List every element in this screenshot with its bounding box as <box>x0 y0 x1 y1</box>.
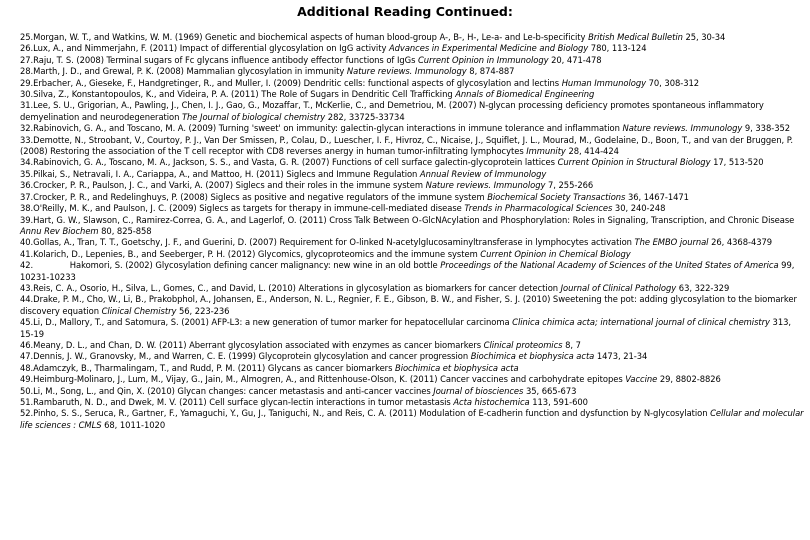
reference-source: Clinical proteomics <box>483 339 563 350</box>
reference-volume-pages: 28, 414-424 <box>565 146 619 157</box>
reference-volume-pages: 70, 308-312 <box>646 77 700 88</box>
reference-volume-pages: 26, 4368-4379 <box>708 237 773 248</box>
reference-text: Pinho, S. S., Seruca, R., Gartner, F., Yamaguchi, Y., Gu, J., Taniguchi, N., and Reis, C. A. (2011) Modulation of E-cadherin function and dysfunction by N-glycosylation <box>33 408 711 419</box>
reference-volume-pages: 80, 825-858 <box>98 225 152 236</box>
reference-number: 42. <box>20 260 34 271</box>
reference-item <box>20 294 804 317</box>
reference-source: Cellular and molecular life sciences : CMLS <box>20 408 804 430</box>
reference-item <box>20 180 804 191</box>
reference-text: Adamczyk, B., Tharmalingam, T., and Rudd, P. M. (2011) Glycans as cancer biomarkers <box>33 362 396 373</box>
reference-number: 31. <box>20 100 34 111</box>
reference-volume-pages: 1473, 21-34 <box>594 351 648 362</box>
reference-number: 52. <box>20 408 34 419</box>
reference-volume-pages: 56, 223-236 <box>176 305 230 316</box>
reference-item <box>20 32 804 43</box>
page-title: Additional Reading Continued: <box>297 4 513 19</box>
reference-text: Lux, A., and Nimmerjahn, F. (2011) Impact of differential glycosylation on IgG activity <box>33 43 389 54</box>
reference-volume-pages: 36, 1467-1471 <box>625 191 689 202</box>
reference-number: 27. <box>20 54 34 65</box>
reference-item <box>20 397 804 408</box>
reference-source: Proceedings of the National Academy of Sciences of the United States of America <box>440 260 779 271</box>
reference-volume-pages: 20, 471-478 <box>548 54 602 65</box>
reference-text: Morgan, W. T., and Watkins, W. M. (1969) Genetic and biochemical aspects of human blood-group A-, B-, H-, Le-a- and Le-b-specificity <box>33 32 589 42</box>
reference-volume-pages: 9, 338-352 <box>742 123 791 134</box>
reference-number: 40. <box>20 237 34 248</box>
reference-item <box>20 363 804 374</box>
reference-source: Biochimica et biophysica acta <box>470 351 595 362</box>
reference-source: Human Immunology <box>561 77 647 88</box>
reference-text: Erbacher, A., Gieseke, F., Handgretinger, R., and Muller, I. (2009) Dendritic cells: functional aspects of glycosylation and lectins <box>33 77 562 88</box>
reference-text: Lee, S. U., Grigorian, A., Pawling, J., Chen, I. J., Gao, G., Mozaffar, T., McKerlie, C., and Demetriou, M. (2007) N-glycan processing deficiency promotes spontaneous inflammatory demyelination and neurodegeneration <box>20 100 767 122</box>
reference-number: 37. <box>20 191 34 202</box>
reference-source: Vaccine <box>625 374 658 385</box>
reference-item <box>20 78 804 89</box>
reference-text: Hart, G. W., Slawson, C., Ramirez-Correa, G. A., and Lagerlof, O. (2011) Cross Talk Between O-GlcNAcylation and Phosphorylation: Roles in Signaling, Transcription, and Chronic Disease <box>33 214 797 225</box>
reference-number: 36. <box>20 180 34 191</box>
reference-volume-pages: 780, 113-124 <box>588 43 647 54</box>
reference-item <box>20 192 804 203</box>
reference-source: Clinica chimica acta; international journal of clinical chemistry <box>512 317 770 328</box>
reference-text: Li, M., Song, L., and Qin, X. (2010) Glycan changes: cancer metastasis and anti-cancer vaccines <box>33 385 434 396</box>
reference-volume-pages: 63, 322-329 <box>676 282 730 293</box>
reference-number: 39. <box>20 214 34 225</box>
reference-volume-pages: 8, 874-887 <box>466 66 515 77</box>
reference-item <box>20 408 804 431</box>
reference-number: 51. <box>20 397 34 407</box>
reference-text: Rabinovich, G. A., Toscano, M. A., Jackson, S. S., and Vasta, G. R. (2007) Functions of cell surface galectin-glycoprotein lattices <box>33 157 558 168</box>
reference-source: Annu Rev Biochem <box>20 225 99 236</box>
reference-item <box>20 386 804 397</box>
reference-text: Silva, Z., Konstantopoulos, K., and Videira, P. A. (2011) The Role of Sugars in Dendritic Cell Trafficking <box>33 89 456 100</box>
reference-item <box>20 340 804 351</box>
reference-number: 30. <box>20 89 34 100</box>
reference-number: 50. <box>20 385 34 396</box>
reference-item <box>20 135 804 158</box>
reference-source: Annals of Biomedical Engineering <box>455 89 595 100</box>
reference-text: Rabinovich, G. A., and Toscano, M. A. (2009) Turning 'sweet' on immunity: galectin-glycan interactions in immune tolerance and inflammation <box>33 123 623 134</box>
reference-source: British Medical Bulletin <box>588 32 683 42</box>
reference-number: 48. <box>20 362 34 373</box>
reference-source: Clinical Chemistry <box>101 305 177 316</box>
reference-item <box>20 249 804 260</box>
reference-source: Advances in Experimental Medicine and Biology <box>388 43 589 54</box>
reference-number: 25. <box>20 32 34 42</box>
reference-text: Pilkai, S., Netravali, I. A., Cariappa, A., and Mattoo, H. (2011) Siglecs and Immune Regulation <box>33 168 420 179</box>
reference-text: Crocker, P. R., and Redelinghuys, P. (2008) Siglecs as positive and negative regulators of the immune system <box>33 191 488 202</box>
reference-text: Hakomori, S. (2002) Glycosylation defining cancer malignancy: new wine in an old bottle <box>33 260 441 271</box>
reference-volume-pages: 282, 33725-33734 <box>325 111 405 122</box>
reference-volume-pages: 29, 8802-8826 <box>657 374 721 385</box>
reference-item <box>20 203 804 214</box>
reference-source: Acta histochemica <box>453 397 530 407</box>
reference-number: 43. <box>20 282 34 293</box>
reference-number: 41. <box>20 248 34 259</box>
reference-text: Reis, C. A., Osorio, H., Silva, L., Gomes, C., and David, L. (2010) Alterations in glycosylation as biomarkers for cancer detection <box>33 282 561 293</box>
reference-item <box>20 374 804 385</box>
reference-number: 34. <box>20 157 34 168</box>
reference-number: 35. <box>20 168 34 179</box>
reference-volume-pages: 113, 591-600 <box>529 397 588 407</box>
reference-number: 44. <box>20 294 34 305</box>
reference-text: O'Reilly, M. K., and Paulson, J. C. (2009) Siglecs as targets for therapy in immune-cell-mediated disease <box>33 203 465 214</box>
reference-source: Immunity <box>526 146 566 157</box>
reference-source: Current Opinion in Immunology <box>418 54 549 65</box>
reference-source: Nature reviews. Immunology <box>425 180 546 191</box>
reference-item <box>20 215 804 238</box>
reference-item <box>20 169 804 180</box>
reference-volume-pages: 17, 513-520 <box>710 157 764 168</box>
reference-number: 45. <box>20 317 34 328</box>
reference-source: Journal of biosciences <box>433 385 524 396</box>
reference-text: Demotte, N., Stroobant, V., Courtoy, P. J., Van Der Smissen, P., Colau, D., Luescher, I. F., Hivroz, C., Nicaise, J., Squiflet, J. L., Mourad, M., Godelaine, D., Boon, T., and van der Bruggen, P. (2008) Restoring the association of the T cell receptor with CD8 reverses anergy in human tumor-infiltrating lymphocytes <box>20 134 796 157</box>
reference-source: Annual Review of Immunology <box>419 168 547 179</box>
reference-item <box>20 123 804 134</box>
reference-source: Current Opinion in Structural Biology <box>557 157 711 168</box>
reference-volume-pages: 8, 7 <box>562 339 581 350</box>
reference-number: 26. <box>20 43 34 54</box>
reference-number: 32. <box>20 123 34 134</box>
reference-source: Nature reviews. Immunology <box>346 66 467 77</box>
reference-number: 47. <box>20 351 34 362</box>
reference-volume-pages: 7, 255-266 <box>545 180 594 191</box>
reference-text: Drake, P. M., Cho, W., Li, B., Prakobphol, A., Johansen, E., Anderson, N. L., Regnier, F. E., Gibson, B. W., and Fisher, S. J. (2010) Sweetening the pot: adding glycosylation to the biomarker discovery equation <box>20 294 800 316</box>
reference-item <box>20 55 804 66</box>
reference-source: Trends in Pharmacological Sciences <box>464 203 613 214</box>
reference-source: The EMBO journal <box>634 237 709 248</box>
reference-item <box>20 317 804 340</box>
reference-source: Current Opinion in Chemical Biology <box>480 248 631 259</box>
reference-source: Nature reviews. Immunology <box>622 123 743 134</box>
reference-text: Li, D., Mallory, T., and Satomura, S. (2001) AFP-L3: a new generation of tumor marker for hepatocellular carcinoma <box>33 317 513 328</box>
reference-volume-pages: 35, 665-673 <box>523 385 577 396</box>
reference-number: 38. <box>20 203 34 214</box>
reference-number: 28. <box>20 66 34 77</box>
reference-volume-pages: 25, 30-34 <box>682 32 726 42</box>
reference-number: 46. <box>20 339 34 350</box>
reference-number: 49. <box>20 374 34 385</box>
reference-volume-pages: 313, 15-19 <box>20 317 791 339</box>
reference-number: 33. <box>20 134 34 145</box>
reference-item <box>20 100 804 123</box>
reference-text: Raju, T. S. (2008) Terminal sugars of Fc glycans influence antibody effector functions of IgGs <box>33 54 418 65</box>
reference-text: Crocker, P. R., Paulson, J. C., and Varki, A. (2007) Siglecs and their roles in the immune system <box>33 180 426 191</box>
reference-volume-pages: 68, 1011-1020 <box>101 419 166 430</box>
reference-item <box>20 283 804 294</box>
reference-item <box>20 157 804 168</box>
reference-source: The Journal of biological chemistry <box>181 111 326 122</box>
reference-text: Rambaruth, N. D., and Dwek, M. V. (2011) Cell surface glycan-lectin interactions in tumor metastasis <box>33 397 454 407</box>
reference-text: Gollas, A., Tran, T. T., Goetschy, J. F., and Guerini, D. (2007) Requirement for O-linked N-acetylglucosaminyltransferase in lymphocytes activation <box>33 237 635 248</box>
reference-text: Marth, J. D., and Grewal, P. K. (2008) Mammalian glycosylation in immunity <box>33 66 347 77</box>
reference-text: Dennis, J. W., Granovsky, M., and Warren, C. E. (1999) Glycoprotein glycosylation and cancer progression <box>33 351 471 362</box>
reference-volume-pages: 99, 10231-10233 <box>20 260 795 282</box>
reference-item <box>20 66 804 77</box>
reference-item <box>20 89 804 100</box>
reference-list <box>20 32 804 431</box>
reference-item <box>20 260 804 283</box>
reference-number: 29. <box>20 77 34 88</box>
reference-source: Journal of Clinical Pathology <box>560 282 677 293</box>
reference-item <box>20 237 804 248</box>
reference-text: Meany, D. L., and Chan, D. W. (2011) Aberrant glycosylation associated with enzymes as cancer biomarkers <box>33 339 484 350</box>
reference-volume-pages: 30, 240-248 <box>612 203 666 214</box>
reference-item <box>20 43 804 54</box>
reference-source: Biochemical Society Transactions <box>487 191 626 202</box>
reference-source: Biochimica et biophysica acta <box>395 362 519 373</box>
reference-item <box>20 351 804 362</box>
reference-text: Heimburg-Molinaro, J., Lum, M., Vijay, G., Jain, M., Almogren, A., and Rittenhouse-Olson, K. (2011) Cancer vaccines and carbohydrate epitopes <box>33 374 626 385</box>
reference-text: Kolarich, D., Lepenies, B., and Seeberger, P. H. (2012) Glycomics, glycoproteomics and the immune system <box>33 248 481 259</box>
